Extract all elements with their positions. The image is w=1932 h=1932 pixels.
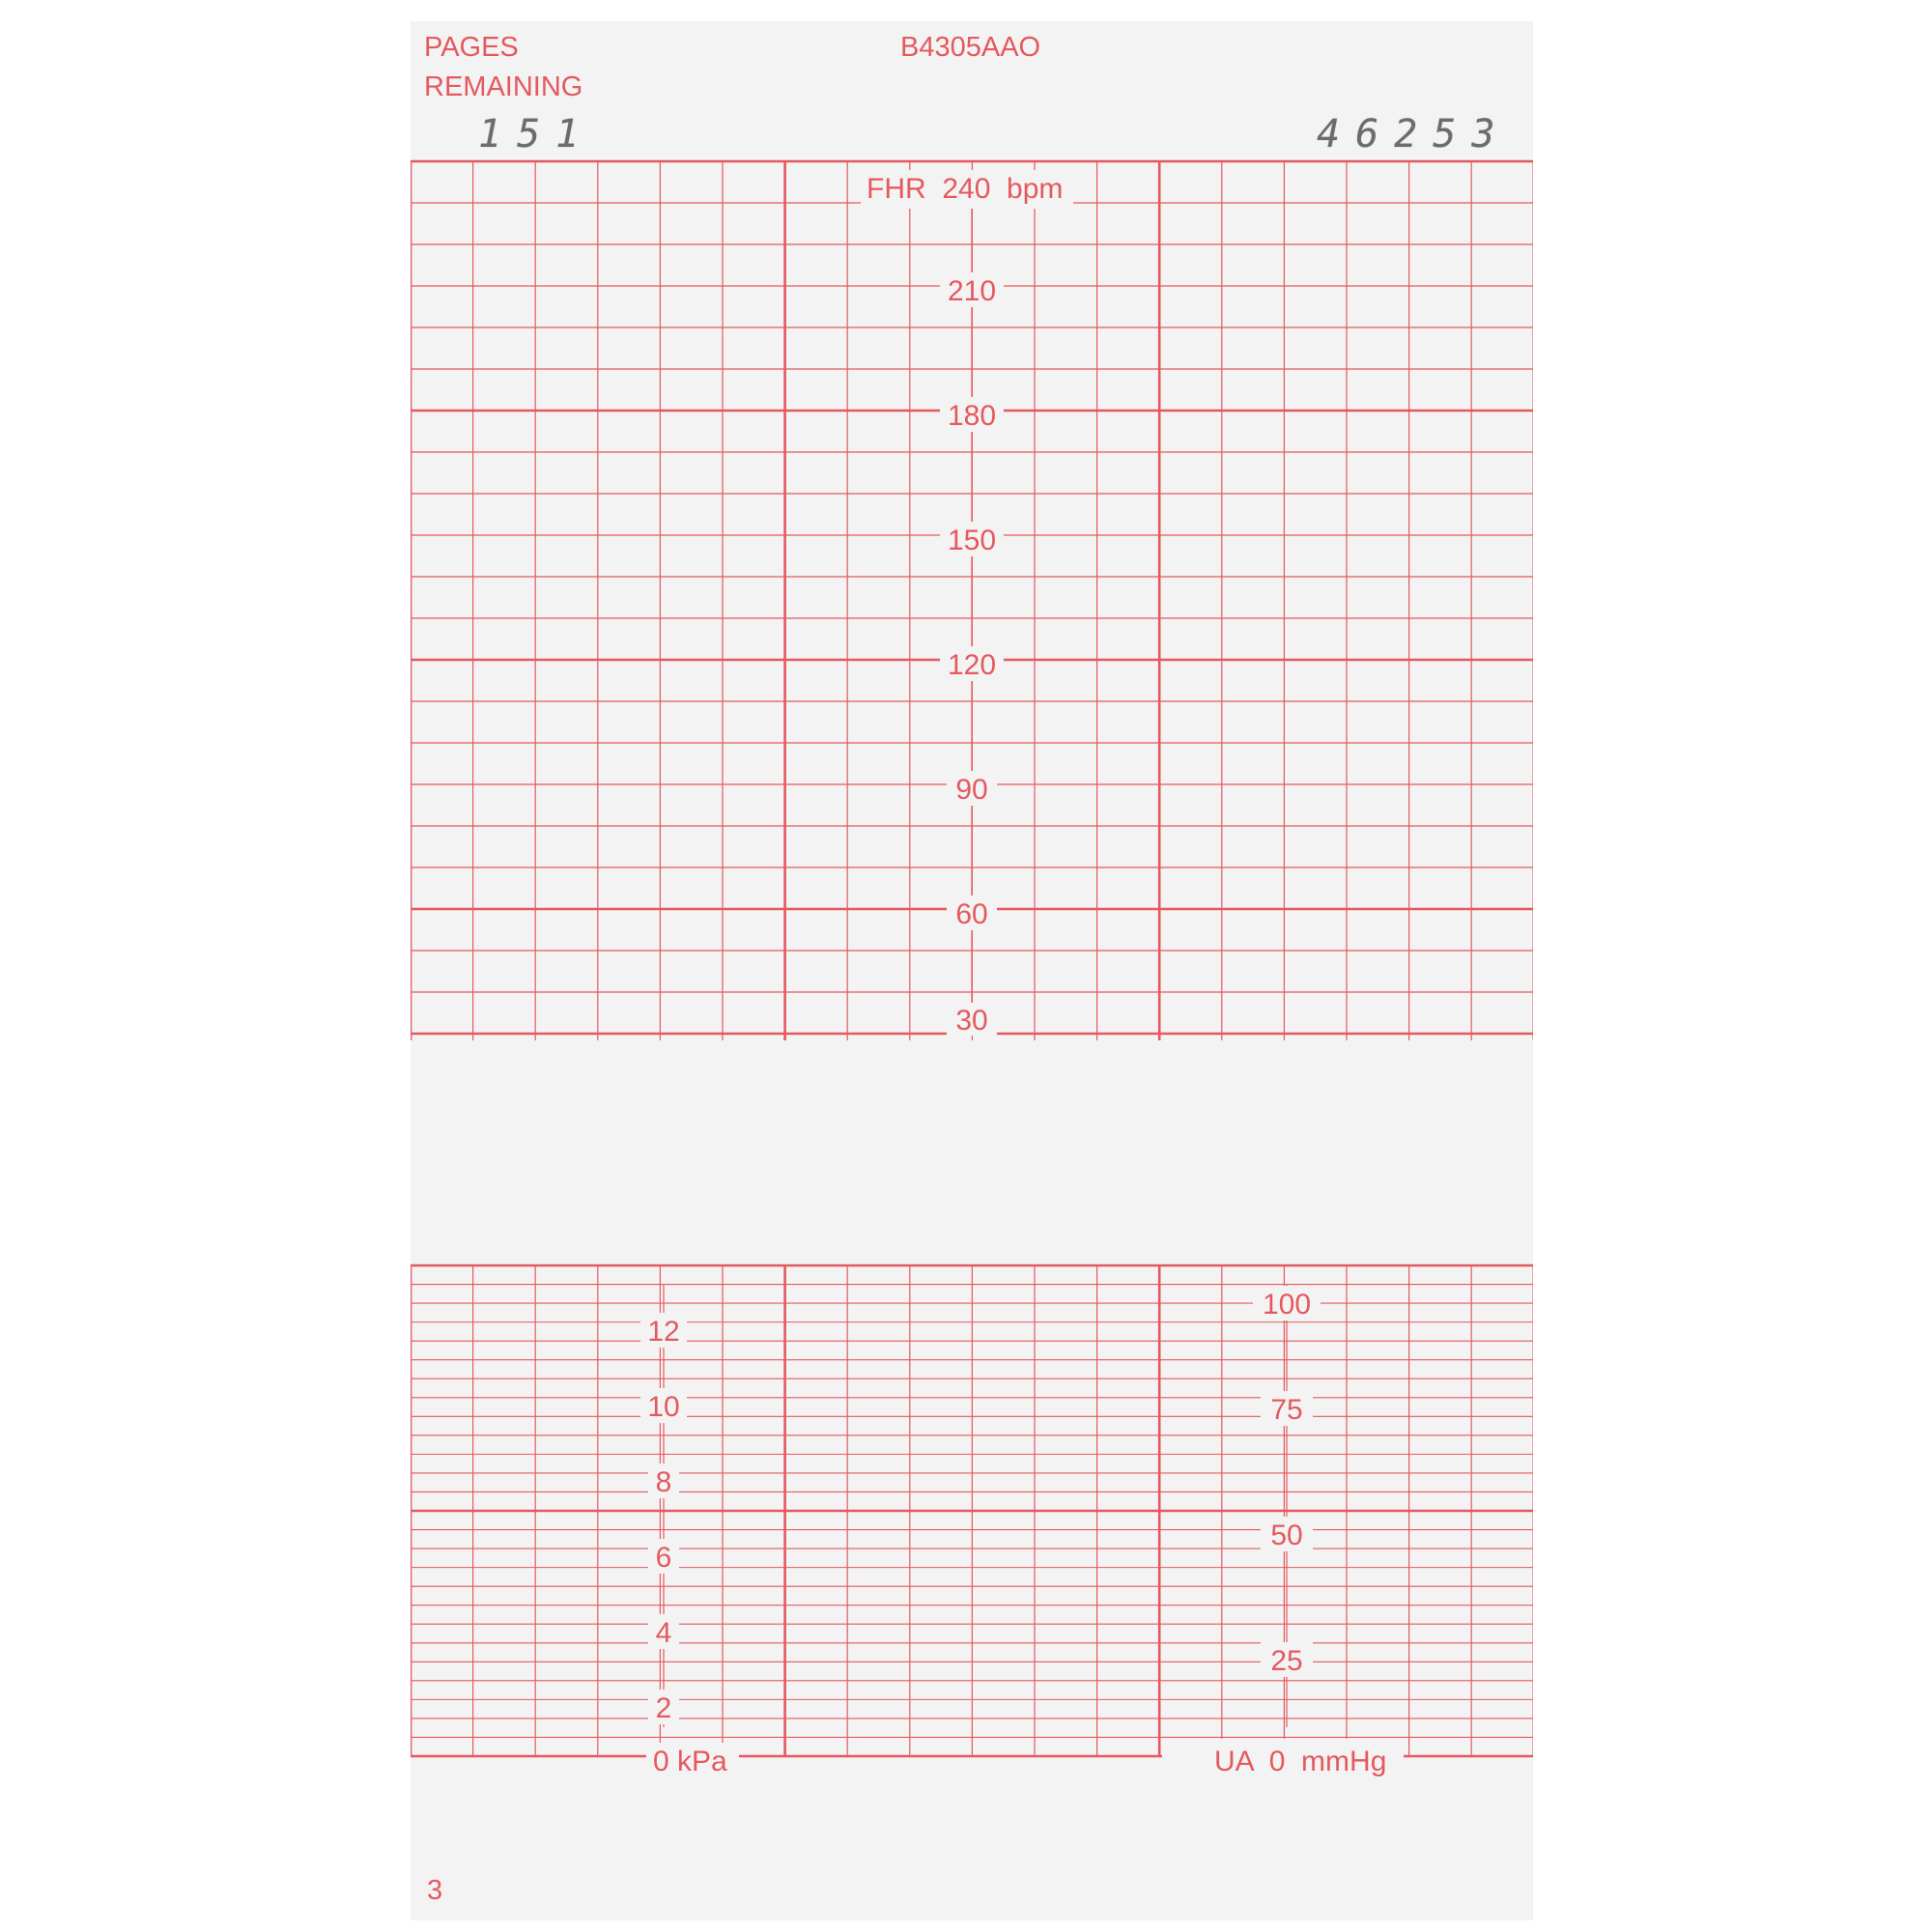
fhr-tick-30: 30	[955, 1005, 988, 1037]
pages-label: PAGES	[424, 32, 519, 63]
kpa-tick-4: 4	[655, 1617, 672, 1649]
fhr-tick-210: 210	[947, 275, 997, 307]
page-number: 3	[427, 1875, 443, 1906]
serial-number: 46253	[1317, 112, 1511, 156]
grid-lines	[411, 21, 1533, 1920]
kpa-tick-2: 2	[655, 1692, 672, 1724]
fhr-tick-120: 120	[947, 649, 997, 681]
fhr-tick-90: 90	[955, 774, 988, 806]
fhr-tick-180: 180	[947, 400, 997, 432]
mmhg-tick-75: 75	[1270, 1394, 1303, 1426]
kpa-tick-6: 6	[655, 1542, 672, 1574]
kpa-zero-label: 0 kPa	[653, 1746, 727, 1777]
kpa-tick-8: 8	[655, 1466, 672, 1498]
kpa-scale	[640, 1313, 739, 1781]
chart-paper-sheet	[411, 21, 1533, 1920]
mmhg-zero-label: UA 0 mmHg	[1214, 1746, 1387, 1777]
mmhg-tick-100: 100	[1262, 1289, 1312, 1321]
paper-code: B4305AAO	[900, 32, 1041, 63]
fhr-tick-60: 60	[955, 898, 988, 930]
ua-grid	[411, 1265, 1533, 1756]
remaining-label: REMAINING	[424, 71, 583, 102]
kpa-tick-10: 10	[647, 1391, 680, 1423]
kpa-tick-12: 12	[647, 1316, 680, 1348]
mmhg-tick-50: 50	[1270, 1520, 1303, 1551]
pages-remaining-counter: 151	[478, 112, 595, 156]
fhr-tick-150: 150	[947, 525, 997, 556]
fhr-title: FHR 240 bpm	[867, 173, 1064, 205]
fhr-scale	[861, 170, 1073, 1037]
mmhg-tick-25: 25	[1270, 1645, 1303, 1677]
